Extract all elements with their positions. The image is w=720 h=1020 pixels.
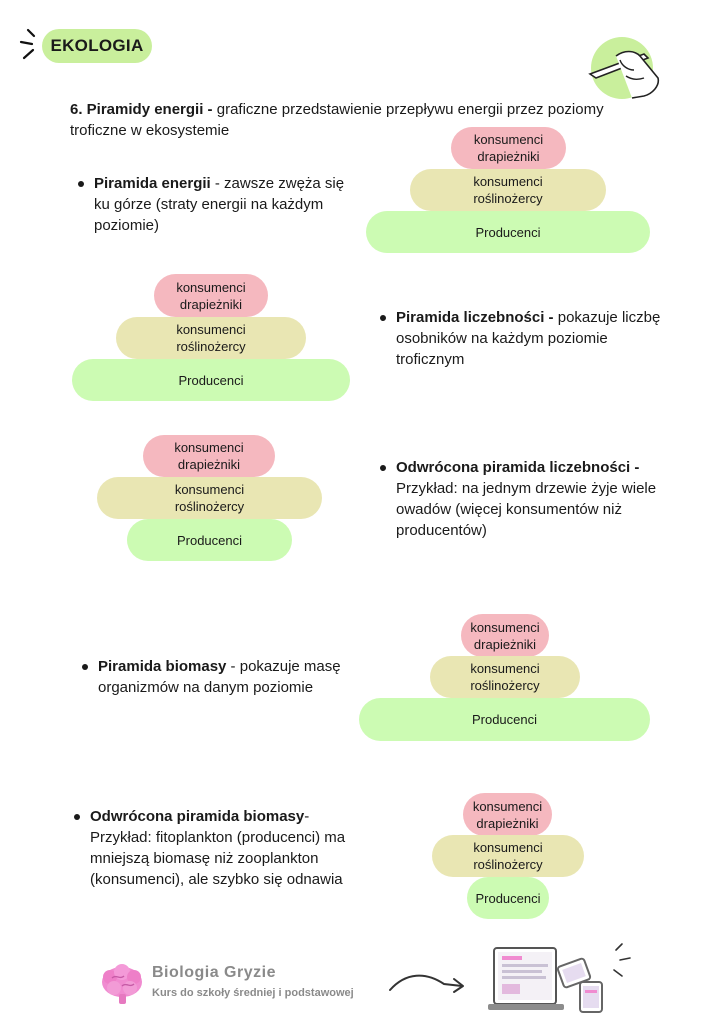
devices-illustration-icon <box>488 940 636 1018</box>
brand-name: Biologia Gryzie <box>152 964 276 981</box>
section-heading: 6. Piramidy energii - graficzne przedstawienie przepływu energii przez poziomy troficzne w ekosystemie <box>70 101 604 139</box>
inverted-biomass-pyramid-text: Odwrócona piramida biomasy- Przykład: fitoplankton (producenci) ma mniejszą biomasę niż zooplankton (konsumenci), ale szybko się odnawia <box>70 806 360 890</box>
pyramid-level-top: konsumenci drapieżniki <box>461 614 549 657</box>
sparkle-rays-icon <box>18 28 42 64</box>
biomass-pyramid-text: Piramida biomasy - pokazuje masę organizmów na danym poziomie <box>78 656 358 698</box>
pyramid-level-bottom: Producenci <box>467 877 549 919</box>
pyramid-level-middle: konsumenci roślinożercy <box>97 477 322 519</box>
pyramid-level-bottom: Producenci <box>359 698 650 741</box>
pyramid-level-top: konsumenci drapieżniki <box>463 793 552 836</box>
pyramid-level-top: konsumenci drapieżniki <box>143 435 275 477</box>
curved-arrow-icon <box>386 968 468 998</box>
inverted-numbers-pyramid-text: Odwrócona piramida liczebności - Przykład: na jednym drzewie żyje wiele owadów (więcej konsumentów niż producentów) <box>376 457 676 541</box>
energy-pyramid-text: Piramida energii - zawsze zwęża się ku górze (straty energii na każdym poziomie) <box>74 173 356 236</box>
pyramid-level-bottom: Producenci <box>366 211 650 253</box>
pyramid-level-bottom: Producenci <box>127 519 292 561</box>
pyramid-level-top: konsumenci drapieżniki <box>154 274 268 317</box>
pyramid-level-middle: konsumenci roślinożercy <box>410 169 606 211</box>
brand-tagline: Kurs do szkoły średniej i podstawowej <box>152 987 354 999</box>
numbers-pyramid-text: Piramida liczebności - pokazuje liczbę osobników na każdym poziomie troficznym <box>376 307 676 370</box>
pyramid-level-bottom: Producenci <box>72 359 350 401</box>
pyramid-level-middle: konsumenci roślinożercy <box>430 656 580 698</box>
section-badge: EKOLOGIA <box>42 29 152 63</box>
pyramid-level-middle: konsumenci roślinożercy <box>116 317 306 359</box>
pyramid-level-top: konsumenci drapieżniki <box>451 127 566 169</box>
brain-logo-icon <box>100 962 144 1006</box>
pyramid-level-middle: konsumenci roślinożercy <box>432 835 584 877</box>
hand-pen-icon <box>586 36 666 102</box>
